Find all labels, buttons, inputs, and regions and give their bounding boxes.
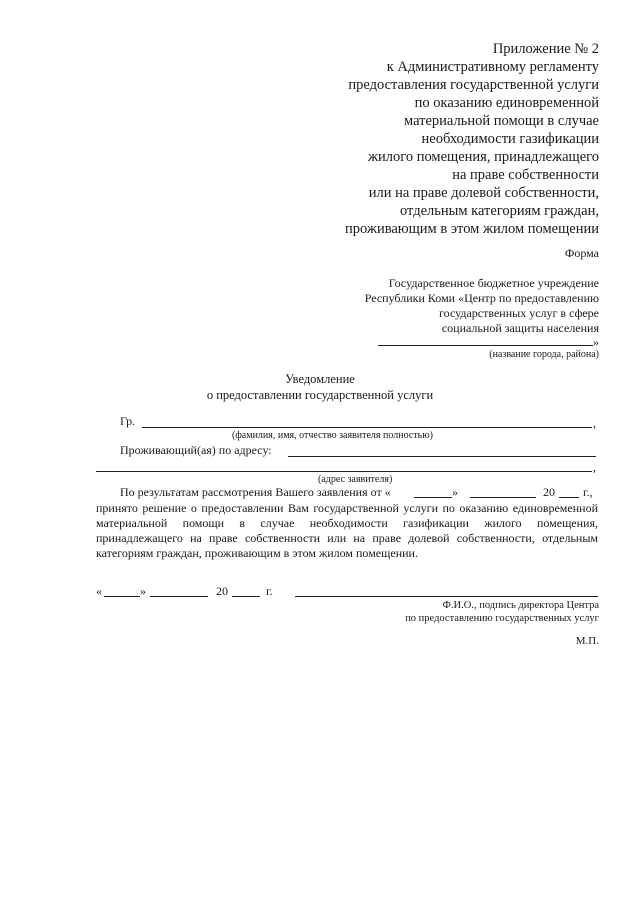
annex-line: или на праве долевой собственности, — [368, 185, 599, 201]
body-year-prefix: 20 — [543, 485, 555, 499]
body-day-blank[interactable] — [414, 497, 452, 498]
body-paragraph: принято решение о предоставлении Вам государственной услуги по оказанию единовременной материальной помощи в случае необходимости газификации жилого помещения, принадлежащего на праве собственности или на праве долевой собственности, отдельным категориям граждан, проживающим в этом жилом помещении. — [96, 501, 598, 560]
body-year-blank[interactable] — [559, 497, 579, 498]
body-month-blank[interactable] — [470, 497, 536, 498]
city-caption: (название города, района) — [489, 349, 599, 360]
signature-caption-2: по предоставлению государственных услуг — [405, 613, 599, 624]
citizen-name-line[interactable] — [142, 427, 592, 428]
address-line-2[interactable] — [96, 471, 592, 472]
signature-caption-1: Ф.И.О., подпись директора Центра — [442, 600, 599, 611]
document-title: Уведомление — [285, 372, 355, 386]
sign-day-blank[interactable] — [104, 596, 140, 597]
document-subtitle: о предоставлении государственной услуги — [206, 388, 434, 402]
annex-line: материальной помощи в случае — [404, 113, 599, 129]
closing-quote: » — [593, 335, 599, 349]
annex-line: отдельным категориям граждан, — [400, 203, 599, 219]
annex-line: жилого помещения, принадлежащего — [367, 149, 599, 165]
sign-year-blank[interactable] — [232, 596, 260, 597]
annex-line: на праве собственности — [452, 167, 599, 183]
addressee-line: государственных услуг в сфере — [439, 306, 599, 320]
address-caption: (адрес заявителя) — [318, 474, 393, 485]
address-line-1[interactable] — [288, 456, 596, 457]
director-signature-line[interactable] — [295, 596, 598, 597]
citizen-label: Гр. — [120, 414, 136, 428]
seal-label: М.П. — [575, 635, 599, 647]
annex-line: необходимости газификации — [421, 131, 599, 147]
sign-year-suffix: г. — [266, 584, 273, 598]
addressee-line: Государственное бюджетное учреждение — [388, 276, 599, 290]
body-year-suffix: г., — [583, 485, 593, 499]
form-label: Форма — [564, 246, 599, 260]
addressee-line: социальной защиты населения — [441, 321, 599, 335]
citizen-caption: (фамилия, имя, отчество заявителя полностью) — [232, 430, 434, 441]
annex-line: Приложение № 2 — [492, 41, 599, 57]
sign-month-blank[interactable] — [150, 596, 208, 597]
sign-date-open: « — [96, 584, 102, 598]
annex-line: к Административному регламенту — [386, 59, 599, 75]
annex-line: по оказанию единовременной — [414, 95, 599, 111]
annex-line: предоставления государственной услуги — [348, 77, 599, 93]
address-label: Проживающий(ая) по адресу: — [120, 443, 272, 457]
address-end: , — [593, 460, 596, 474]
sign-year-prefix: 20 — [216, 584, 228, 598]
body-line-prefix: По результатам рассмотрения Вашего заявления от « — [120, 485, 391, 499]
body-quote: » — [452, 485, 458, 499]
sign-date-close: » — [140, 584, 146, 598]
annex-line: проживающим в этом жилом помещении — [345, 221, 599, 237]
citizen-end: , — [593, 416, 596, 430]
addressee-line: Республики Коми «Центр по предоставлению — [364, 291, 599, 305]
city-blank-line[interactable] — [378, 345, 593, 346]
